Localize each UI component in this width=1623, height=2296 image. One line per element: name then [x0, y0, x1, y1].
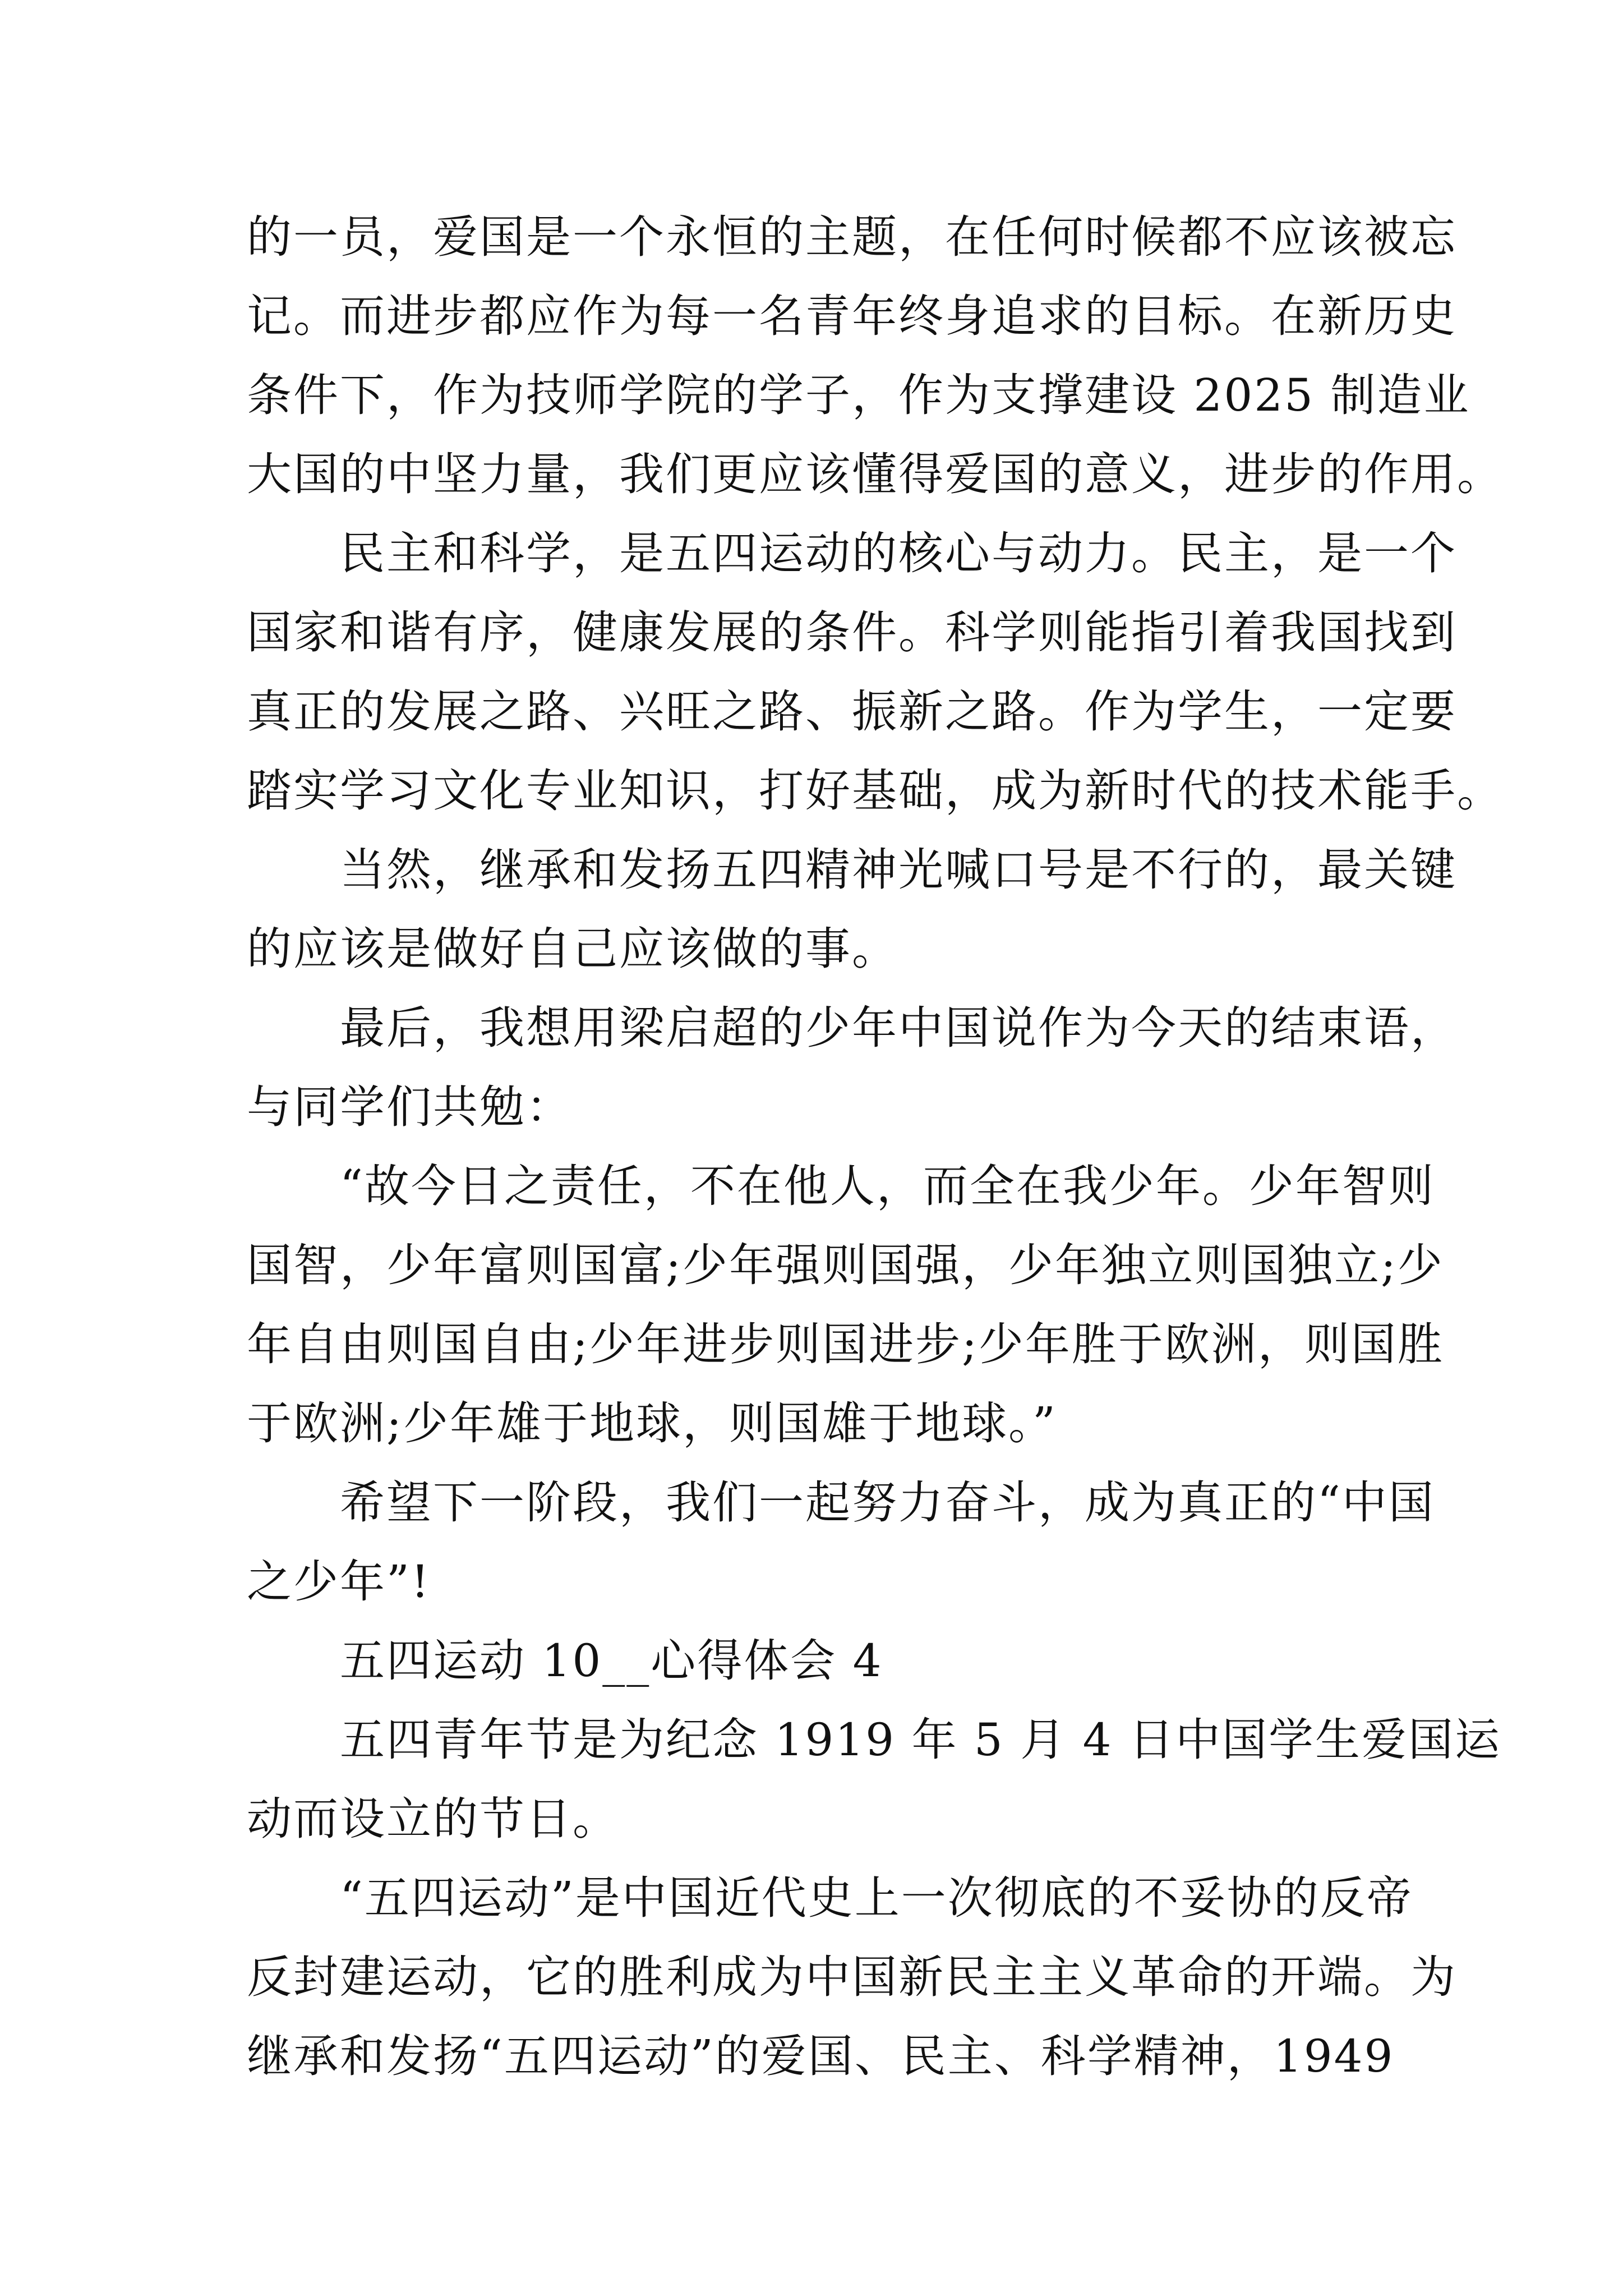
text-line: 国家和谐有序，健康发展的条件。科学则能指引着我国找到 [247, 606, 1457, 659]
quote-line: 国智，少年富则国富;少年强则国强，少年独立则国独立;少 [247, 1239, 1444, 1291]
text-line: 真正的发展之路、兴旺之路、振新之路。作为学生，一定要 [247, 685, 1457, 738]
quote-line: 年自由则国自由;少年进步则国进步;少年胜于欧洲，则国胜 [247, 1318, 1444, 1370]
quote-line: 于欧洲;少年雄于地球，则国雄于地球。” [247, 1397, 1057, 1450]
quote-first-line: “故今日之责任，不在他人，而全在我少年。少年智则 [340, 1160, 1435, 1212]
text-line: 条件下，作为技师学院的学子，作为支撑建设 2025 制造业 [247, 369, 1470, 421]
text-line: 继承和发扬“五四运动”的爱国、民主、科学精神，1949 [247, 2030, 1395, 2082]
document-body [247, 197, 1504, 2096]
text-line: 记。而进步都应作为每一名青年终身追求的目标。在新历史 [247, 290, 1457, 342]
text-line: 踏实学习文化专业知识，打好基础，成为新时代的技术能手。 [247, 765, 1504, 817]
text-line: 大国的中坚力量，我们更应该懂得爱国的意义，进步的作用。 [247, 448, 1504, 500]
paragraph-first-line: 最后，我想用梁启超的少年中国说作为今天的结束语， [340, 1002, 1457, 1054]
text-line: 反封建运动，它的胜利成为中国新民主主义革命的开端。为 [247, 1951, 1457, 2003]
paragraph-first-line: 当然，继承和发扬五四精神光喊口号是不行的，最关键 [340, 844, 1457, 896]
text-line: 的一员，爱国是一个永恒的主题，在任何时候都不应该被忘 [247, 211, 1457, 263]
section-heading: 五四运动 10__心得体会 4 [340, 1635, 883, 1687]
text-line: 动而设立的节日。 [247, 1793, 619, 1845]
paragraph-first-line: “五四运动”是中国近代史上一次彻底的不妥协的反帝 [340, 1872, 1413, 1924]
text-line: 之少年”! [247, 1556, 431, 1608]
paragraph-first-line: 希望下一阶段，我们一起努力奋斗，成为真正的“中国 [340, 1476, 1435, 1529]
paragraph-first-line: 五四青年节是为纪念 1919 年 5 月 4 日中国学生爱国运 [340, 1714, 1501, 1766]
text-line: 与同学们共勉： [247, 1081, 573, 1133]
paragraph-first-line: 民主和科学，是五四运动的核心与动力。民主，是一个 [340, 527, 1457, 579]
text-line: 的应该是做好自己应该做的事。 [247, 923, 898, 975]
